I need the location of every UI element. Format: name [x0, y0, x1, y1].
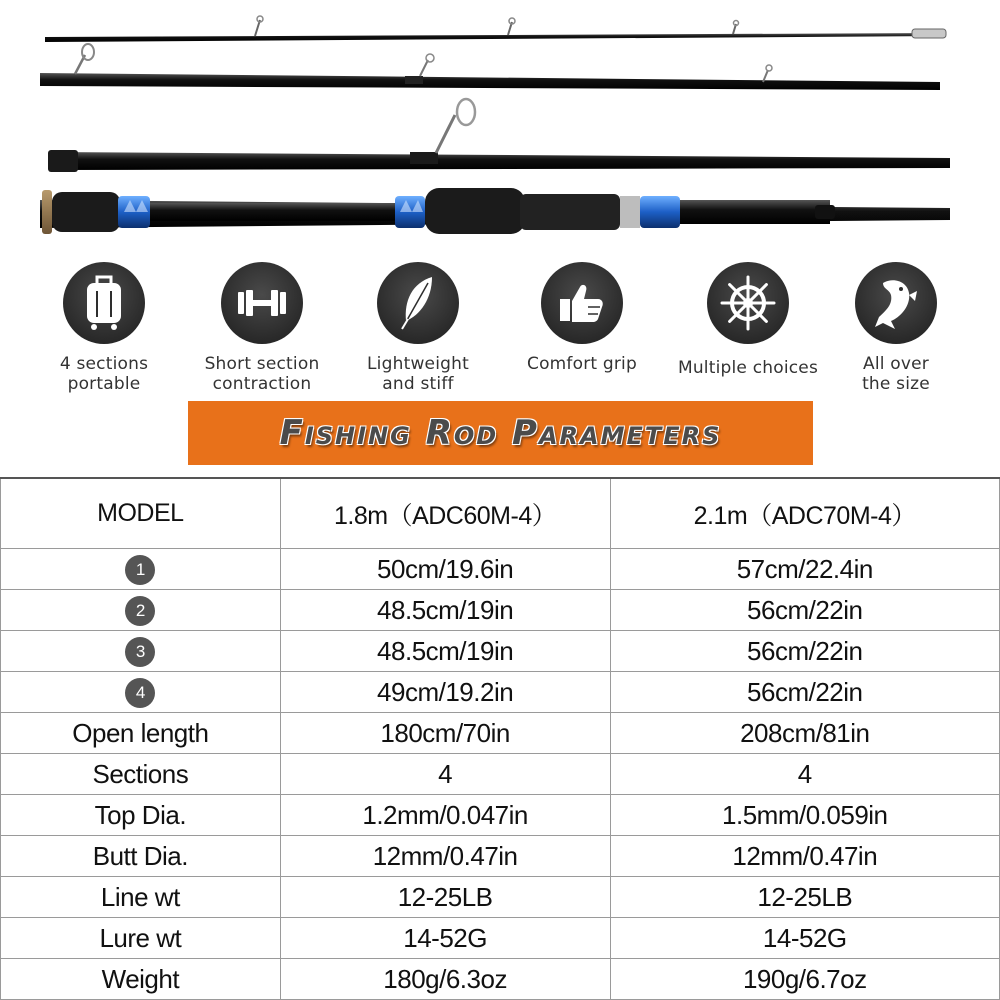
row-value-b: 56cm/22in [610, 590, 999, 631]
row-label: Open length [1, 713, 281, 754]
table-row [1, 918, 1000, 959]
table-row [1, 959, 1000, 1000]
banner-title: Fishing Rod Parameters [279, 413, 722, 453]
section-number-badge: 2 [125, 596, 155, 626]
parameters-banner [188, 401, 813, 465]
feature-lightweight [338, 262, 498, 394]
header-model: MODEL [1, 478, 281, 549]
feature-label: Short section contraction [204, 354, 320, 394]
rod-section-2 [40, 44, 940, 90]
rod-section-tip [45, 16, 946, 42]
table-row [1, 590, 1000, 631]
row-label: Butt Dia. [1, 836, 281, 877]
row-value-b: 57cm/22.4in [610, 549, 999, 590]
table-row [1, 795, 1000, 836]
feature-multiple-choices [668, 262, 828, 378]
section-number-badge: 3 [125, 637, 155, 667]
header-model-a: 1.8m（ADC60M-4） [280, 478, 610, 549]
row-label [1, 672, 281, 713]
row-value-a: 4 [280, 754, 610, 795]
table-row [1, 877, 1000, 918]
rod-section-butt [40, 188, 950, 234]
fish-icon [855, 262, 937, 344]
row-label: Lure wt [1, 918, 281, 959]
feature-short-section [182, 262, 342, 394]
table-row [1, 672, 1000, 713]
row-label [1, 549, 281, 590]
row-value-b: 1.5mm/0.059in [610, 795, 999, 836]
row-value-b: 12mm/0.47in [610, 836, 999, 877]
parameters-table-body [1, 478, 1000, 1000]
table-row [1, 836, 1000, 877]
rod-sections-illustration [0, 0, 1000, 250]
row-value-b: 14-52G [610, 918, 999, 959]
row-value-a: 50cm/19.6in [280, 549, 610, 590]
row-value-b: 56cm/22in [610, 672, 999, 713]
row-label: Sections [1, 754, 281, 795]
row-value-a: 12mm/0.47in [280, 836, 610, 877]
header-model-b: 2.1m（ADC70M-4） [610, 478, 999, 549]
row-label: Line wt [1, 877, 281, 918]
feature-portable [24, 262, 184, 394]
row-value-b: 190g/6.7oz [610, 959, 999, 1000]
row-value-b: 12-25LB [610, 877, 999, 918]
row-value-a: 49cm/19.2in [280, 672, 610, 713]
row-value-b: 56cm/22in [610, 631, 999, 672]
feature-comfort-grip [502, 262, 662, 374]
row-value-a: 180cm/70in [280, 713, 610, 754]
parameters-table [0, 477, 1000, 1000]
row-value-a: 48.5cm/19in [280, 590, 610, 631]
feature-label: 4 sections portable [59, 354, 149, 394]
rod-section-3 [48, 99, 950, 172]
short-section-icon [221, 262, 303, 344]
table-header-row [1, 478, 1000, 549]
row-label [1, 631, 281, 672]
ship-wheel-icon [707, 262, 789, 344]
row-value-b: 4 [610, 754, 999, 795]
row-value-a: 1.2mm/0.047in [280, 795, 610, 836]
row-value-a: 14-52G [280, 918, 610, 959]
row-value-b: 208cm/81in [610, 713, 999, 754]
feather-icon [377, 262, 459, 344]
row-value-a: 180g/6.3oz [280, 959, 610, 1000]
feature-all-sizes [816, 262, 976, 394]
feature-label: All over the size [862, 354, 930, 394]
feature-label: Lightweight and stiff [367, 354, 469, 394]
feature-label: Multiple choices [677, 358, 819, 378]
suitcase-icon [63, 262, 145, 344]
table-row [1, 713, 1000, 754]
thumbs-up-icon [541, 262, 623, 344]
row-label: Weight [1, 959, 281, 1000]
section-number-badge: 1 [125, 555, 155, 585]
row-value-a: 12-25LB [280, 877, 610, 918]
feature-icons-row [0, 262, 1000, 392]
row-label: Top Dia. [1, 795, 281, 836]
table-row [1, 549, 1000, 590]
row-value-a: 48.5cm/19in [280, 631, 610, 672]
row-label [1, 590, 281, 631]
feature-label: Comfort grip [527, 354, 637, 374]
table-row [1, 754, 1000, 795]
table-row [1, 631, 1000, 672]
section-number-badge: 4 [125, 678, 155, 708]
